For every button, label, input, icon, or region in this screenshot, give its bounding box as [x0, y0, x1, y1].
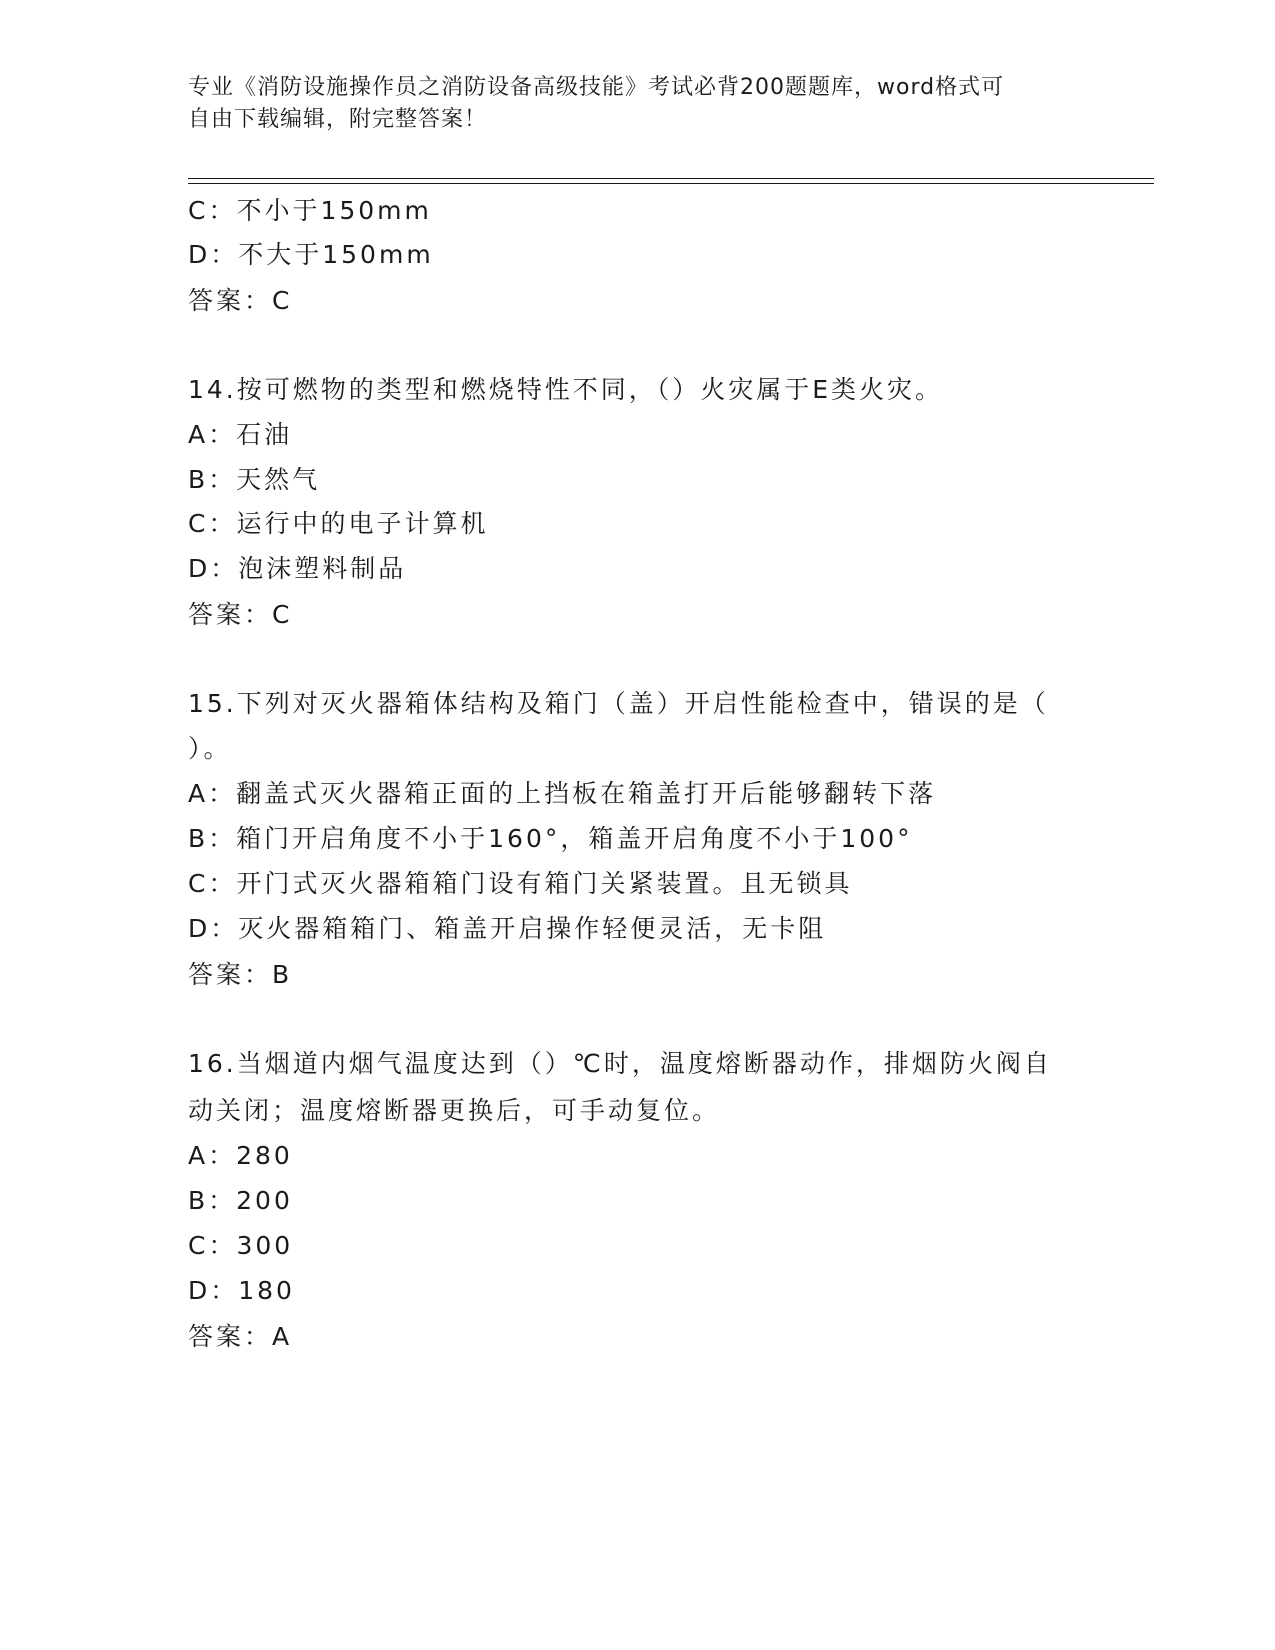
q15-option-c: C：开门式灭火器箱箱门设有箱门关紧装置。且无锁具	[188, 869, 853, 898]
q14-option-d: D：泡沫塑料制品	[188, 554, 407, 583]
q15-option-b: B：箱门开启角度不小于160°，箱盖开启角度不小于100°	[188, 824, 913, 853]
q14-option-c: C：运行中的电子计算机	[188, 509, 489, 538]
q14-option-a: A：石油	[188, 420, 293, 449]
q13-option-c: C：不小于150mm	[188, 196, 432, 225]
q13-option-d: D：不大于150mm	[188, 240, 434, 269]
q16-option-b: B：200	[188, 1186, 293, 1215]
q14-answer: 答案：C	[188, 600, 293, 629]
header-line-1: 专业《消防设施操作员之消防设备高级技能》考试必背200题题库，word格式可	[188, 75, 1005, 100]
q16-option-c: C：300	[188, 1231, 294, 1260]
document-header	[188, 72, 1068, 136]
q15-option-d: D：灭火器箱箱门、箱盖开启操作轻便灵活，无卡阻	[188, 914, 827, 943]
q14-option-b: B：天然气	[188, 465, 321, 494]
q15-stem-line-1: 15.下列对灭火器箱体结构及箱门（盖）开启性能检查中，错误的是（	[188, 689, 1049, 718]
q16-stem-line-1: 16.当烟道内烟气温度达到（）℃时，温度熔断器动作，排烟防火阀自	[188, 1049, 1052, 1078]
q16-option-a: A：280	[188, 1141, 293, 1170]
q16-option-d: D：180	[188, 1276, 295, 1305]
q13-answer: 答案：C	[188, 286, 293, 315]
q15-answer: 答案：B	[188, 960, 293, 989]
q16-answer: 答案：A	[188, 1322, 293, 1351]
header-divider-bottom	[188, 183, 1154, 184]
q15-option-a: A：翻盖式灭火器箱正面的上挡板在箱盖打开后能够翻转下落	[188, 779, 937, 808]
q14-stem: 14.按可燃物的类型和燃烧特性不同，（）火灾属于E类火灾。	[188, 375, 944, 404]
header-line-2: 自由下载编辑，附完整答案！	[188, 107, 488, 132]
q16-stem-line-2: 动关闭；温度熔断器更换后，可手动复位。	[188, 1096, 721, 1125]
q15-stem-line-2: ）。	[188, 734, 232, 763]
header-divider-top	[188, 178, 1154, 179]
